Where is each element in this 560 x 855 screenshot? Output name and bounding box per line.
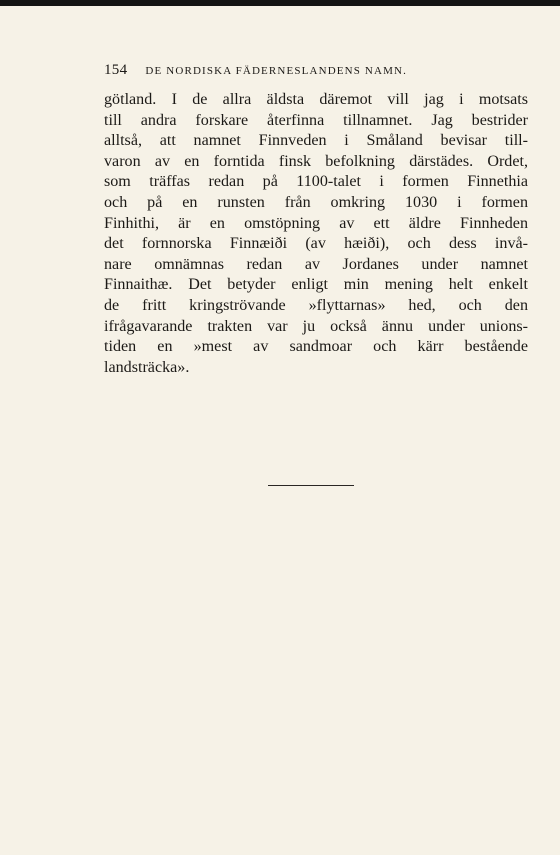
text-line: och på en runsten från omkring 1030 i formen — [104, 193, 528, 211]
text-line: till andra forskare återfinna tillnamnet. Jag bestrider — [104, 111, 528, 129]
text-line: varon av en forntida finsk befolkning därstädes. Ordet, — [104, 152, 528, 170]
top-border-rule — [0, 0, 560, 6]
page-header — [104, 62, 524, 86]
body-paragraph — [104, 90, 528, 378]
text-line: götland. I de allra äldsta däremot vill jag i motsats — [104, 91, 528, 108]
text-line: alltså, att namnet Finnveden i Småland bevisar till- — [104, 132, 528, 150]
text-line: ifrågavarande trakten var ju också ännu under unions- — [104, 317, 528, 335]
text-line: det fornnorska Finnæiði (av hæiði), och dess invå- — [104, 235, 528, 253]
text-line: de fritt kringströvande »flyttarnas» hed, och den — [104, 296, 528, 314]
running-head: DE NORDISKA FÄDERNESLANDENS NAMN. — [145, 65, 408, 77]
page-number: 154 — [104, 62, 128, 78]
text-line: som träffas redan på 1100-talet i formen Finnethia — [104, 173, 528, 191]
text-line: tiden en »mest av sandmoar och kärr bestående — [104, 338, 528, 356]
text-line: nare omnämnas redan av Jordanes under namnet — [104, 255, 528, 273]
text-line: Finnaithæ. Det betyder enligt min mening helt enkelt — [104, 276, 528, 294]
text-line: landsträcka». — [104, 358, 190, 376]
text-line: Finhithi, är en omstöpning av ett äldre Finnheden — [104, 214, 528, 232]
section-separator-rule — [268, 485, 354, 486]
